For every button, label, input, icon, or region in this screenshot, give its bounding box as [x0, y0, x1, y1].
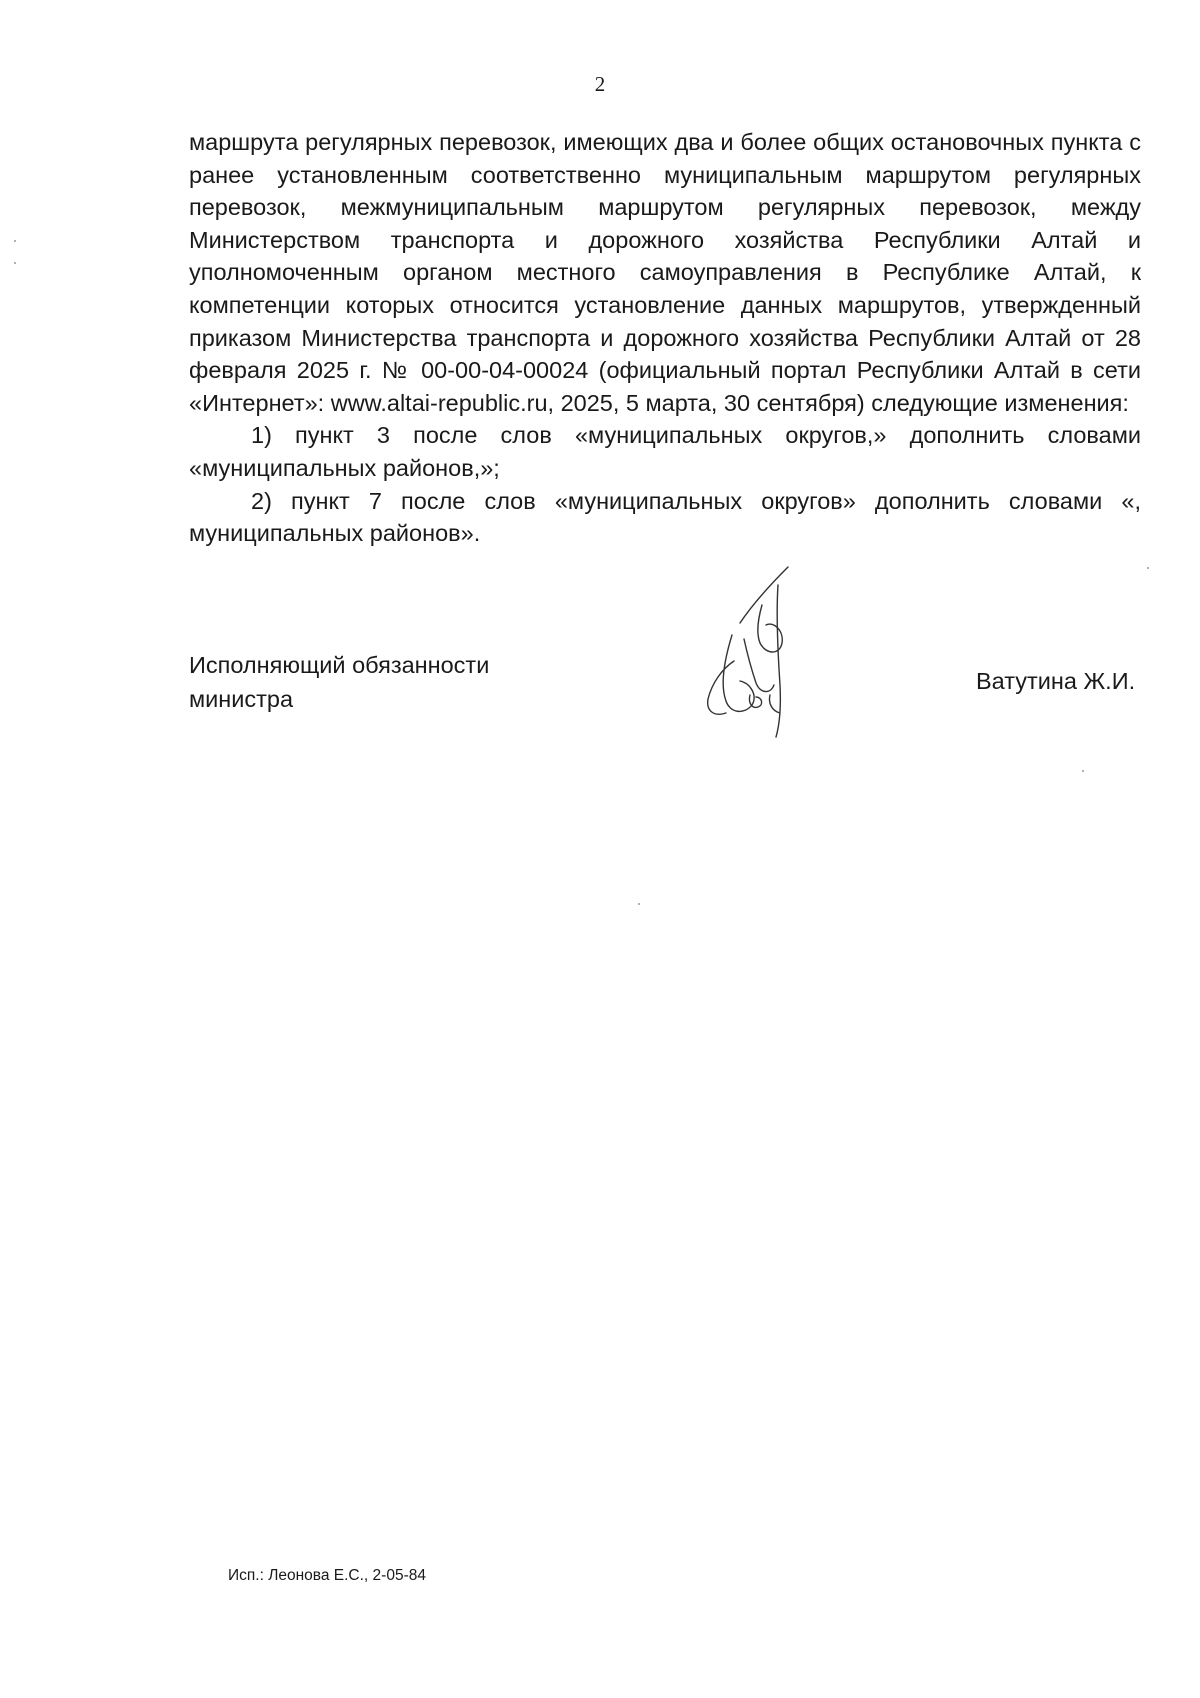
- paragraph-intro: маршрута регулярных перевозок, имеющих два и более общих остановочных пункта с ранее установленным соответственно муниципальным маршрутом регулярных перевозок, межмуниципальным маршрутом регулярных перевозок, между Министерством транспорта и дорожного хозяйства Республики Алтай и уполномоченным органом местного самоуправления в Республике Алтай, к компетенции которых относится установление данных маршрутов, утвержденный приказом Министерства транспорта и дорожного хозяйства Республики Алтай от 28 февраля 2025 г. № 00-00-04-00024 (официальный портал Республики Алтай в сети «Интернет»: www.altai-republic.ru, 2025, 5 марта, 30 сентября) следующие изменения:: [189, 129, 1141, 416]
- scan-speck: [638, 903, 640, 905]
- signer-position-line-1: Исполняющий обязанности: [189, 652, 490, 678]
- scan-speck: [14, 240, 16, 242]
- executor-note: Исп.: Леонова Е.С., 2-05-84: [228, 1567, 426, 1584]
- scan-speck: [1147, 567, 1149, 569]
- signer-position-line-2: министра: [189, 686, 294, 712]
- paragraph-item-1: 1) пункт 3 после слов «муниципальных округов,» дополнить словами «муниципальных районов,»;: [189, 422, 1141, 481]
- signer-position: [189, 648, 489, 716]
- page-number: 2: [594, 72, 606, 96]
- scan-speck: [1082, 770, 1084, 772]
- paragraph-item-2: 2) пункт 7 после слов «муниципальных округов» дополнить словами «, муниципальных районов».: [189, 487, 1141, 547]
- scan-speck: [14, 262, 16, 264]
- signer-name: Ватутина Ж.И.: [976, 668, 1136, 694]
- document-body: [189, 126, 1141, 550]
- handwritten-signature-icon: [700, 565, 820, 740]
